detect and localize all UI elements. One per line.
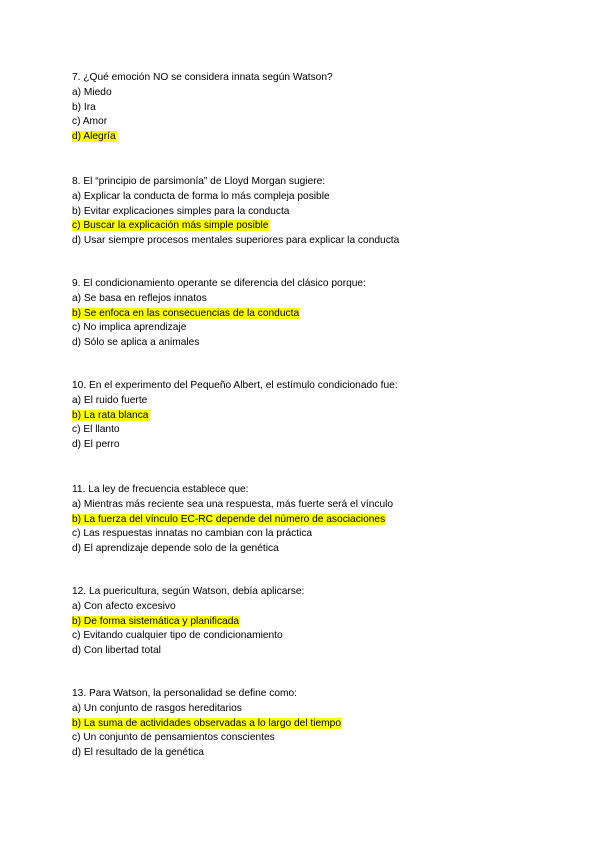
option-a: a) El ruido fuerte — [72, 394, 148, 406]
option-b-highlighted: b) La suma de actividades observadas a lo largo del tiempo — [72, 717, 341, 729]
option-d: d) Con libertad total — [72, 645, 161, 657]
question-stem: 10. En el experimento del Pequeño Albert, el estímulo condicionado fue: — [72, 380, 398, 391]
option-c-highlighted: c) Buscar la explicación más simple posible — [72, 220, 269, 232]
question-8 — [72, 175, 572, 249]
option-c: c) El llanto — [72, 424, 120, 436]
option-b-highlighted: b) Se enfoca en las consecuencias de la conducta — [72, 307, 300, 319]
option-d: d) El aprendizaje depende solo de la genética — [72, 543, 279, 555]
question-stem: 7. ¿Qué emoción NO se considera innata según Watson? — [72, 72, 333, 83]
option-b-highlighted: b) La fuerza del vínculo EC-RC depende del número de asociaciones — [72, 513, 386, 525]
option-a: a) Miedo — [72, 86, 112, 98]
option-a: a) Explicar la conducta de forma lo más compleja posible — [72, 190, 330, 202]
option-d: d) El perro — [72, 439, 120, 451]
option-d-highlighted: d) Alegría — [72, 131, 116, 143]
option-b: b) Evitar explicaciones simples para la conducta — [72, 205, 290, 217]
question-stem: 11. La ley de frecuencia establece que: — [72, 484, 249, 495]
option-b: b) Ira — [72, 101, 96, 113]
option-c: c) Amor — [72, 116, 108, 128]
question-stem: 13. Para Watson, la personalidad se define como: — [72, 688, 298, 699]
option-a: a) Mientras más reciente sea una respuesta, más fuerte será el vínculo — [72, 498, 394, 510]
question-9 — [72, 277, 572, 351]
question-7 — [72, 71, 572, 145]
question-10 — [72, 379, 572, 453]
question-stem: 12. La puericultura, según Watson, debía aplicarse: — [72, 586, 305, 597]
option-a: a) Con afecto excesivo — [72, 600, 176, 612]
option-d: d) El resultado de la genética — [72, 747, 204, 759]
option-b-highlighted: b) La rata blanca — [72, 409, 149, 421]
question-12 — [72, 585, 572, 659]
option-d: d) Usar siempre procesos mentales superiores para explicar la conducta — [72, 235, 400, 247]
question-11 — [72, 483, 572, 557]
option-d: d) Sólo se aplica a animales — [72, 337, 200, 349]
option-a: a) Se basa en reflejos innatos — [72, 292, 207, 304]
option-c: c) Un conjunto de pensamientos conscientes — [72, 732, 275, 744]
question-13 — [72, 687, 572, 761]
question-stem: 9. El condicionamiento operante se diferencia del clásico porque: — [72, 278, 366, 289]
question-stem: 8. El “principio de parsimonía” de Lloyd Morgan sugiere: — [72, 176, 326, 187]
option-c: c) Las respuestas innatas no cambian con la práctica — [72, 528, 313, 540]
option-c: c) No implica aprendizaje — [72, 322, 187, 334]
option-c: c) Evitando cualquier tipo de condicionamiento — [72, 630, 283, 642]
option-b-highlighted: b) De forma sistemática y planificada — [72, 615, 240, 627]
option-a: a) Un conjunto de rasgos hereditarios — [72, 702, 242, 714]
